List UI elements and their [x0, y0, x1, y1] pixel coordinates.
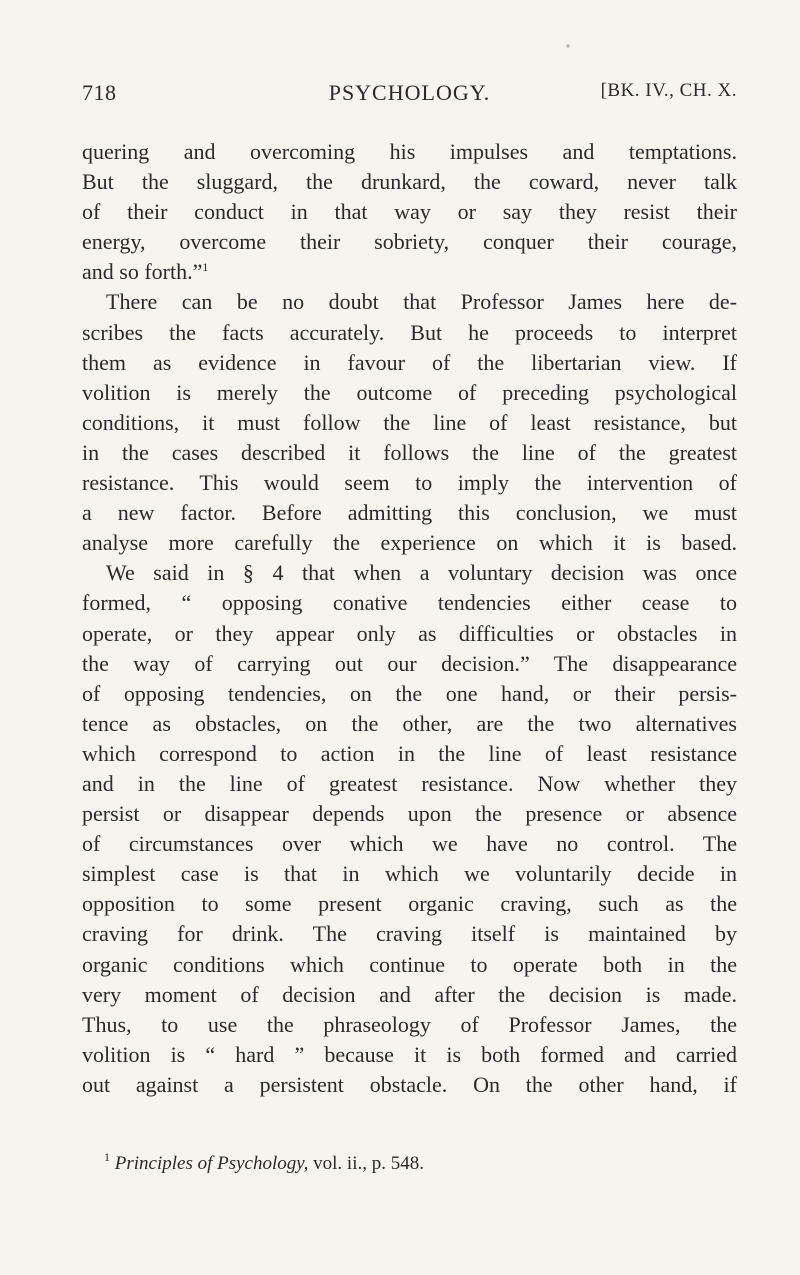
- text-line: [82, 919, 737, 949]
- text-line-content: operate, or they appear only as difficulties or obstacles in: [82, 620, 737, 646]
- text-line-content: very moment of decision and after the decision is made.: [82, 981, 737, 1007]
- text-line: [82, 318, 737, 348]
- text-line-content: a new factor. Before admitting this conclusion, we must: [82, 500, 737, 526]
- text-line: [82, 227, 737, 257]
- text-line-content: resistance. This would seem to imply the intervention of: [82, 470, 737, 496]
- text-line: [82, 257, 737, 287]
- text-line-content: and in the line of greatest resistance. Now whether they: [82, 770, 737, 796]
- text-line: [82, 438, 737, 468]
- text-line: [82, 769, 737, 799]
- text-line-content: volition is “ hard ” because it is both formed and carried: [82, 1041, 737, 1067]
- text-line: [82, 408, 737, 438]
- text-line-content: Thus, to use the phraseology of Professor James, the: [82, 1011, 737, 1037]
- running-header: [82, 80, 737, 110]
- text-line-content: and so forth.”: [82, 259, 203, 285]
- text-line: [82, 498, 737, 528]
- text-line: [82, 619, 737, 649]
- text-line: [82, 558, 737, 588]
- page-number: 718: [82, 80, 117, 105]
- footnote-reference: 1: [202, 260, 209, 275]
- text-line: [82, 378, 737, 408]
- text-line-content: tence as obstacles, on the other, are the two alternatives: [82, 710, 737, 736]
- body-text: [82, 137, 737, 1100]
- text-line: [82, 1010, 737, 1040]
- text-line: [82, 528, 737, 558]
- text-line-content: the way of carrying out our decision.” The disappearance: [82, 650, 737, 676]
- text-line: [82, 829, 737, 859]
- text-line-content: persist or disappear depends upon the presence or absence: [82, 801, 737, 827]
- text-line-content: scribes the facts accurately. But he proceeds to interpret: [82, 319, 737, 345]
- text-line-content: conditions, it must follow the line of least resistance, but: [82, 409, 737, 435]
- text-line: [82, 468, 737, 498]
- text-line-content: of their conduct in that way or say they resist their: [82, 199, 737, 225]
- text-line: [82, 950, 737, 980]
- footnote-marker: 1: [104, 1150, 110, 1164]
- text-line-content: in the cases described it follows the line of the greatest: [82, 439, 737, 465]
- text-line-content: organic conditions which continue to operate both in the: [82, 951, 737, 977]
- text-line: [82, 588, 737, 618]
- section-reference: [BK. IV., CH. X.: [600, 80, 737, 101]
- text-line-content: craving for drink. The craving itself is maintained by: [82, 921, 737, 947]
- text-line-content: them as evidence in favour of the libertarian view. If: [82, 349, 737, 375]
- text-line: [82, 1070, 737, 1100]
- text-line-content: There can be no doubt that Professor James here de-: [106, 289, 737, 315]
- footnote: [82, 1150, 737, 1175]
- text-line: [82, 287, 737, 317]
- text-line-content: energy, overcome their sobriety, conquer their courage,: [82, 229, 737, 255]
- running-title: PSYCHOLOGY.: [328, 80, 491, 105]
- text-line: [82, 739, 737, 769]
- text-line-content: quering and overcoming his impulses and temptations.: [82, 139, 737, 164]
- text-line-content: formed, “ opposing conative tendencies either cease to: [82, 590, 737, 616]
- text-line: [82, 889, 737, 919]
- text-line: [82, 859, 737, 889]
- text-line: [82, 137, 737, 167]
- footnote-title: Principles of Psychology,: [114, 1153, 309, 1174]
- text-line-content: which correspond to action in the line of least resistance: [82, 740, 737, 766]
- text-line-content: simplest case is that in which we voluntarily decide in: [82, 861, 737, 887]
- text-line-content: But the sluggard, the drunkard, the coward, never talk: [82, 169, 737, 195]
- text-line-content: of circumstances over which we have no control. The: [82, 831, 737, 857]
- text-line-content: opposition to some present organic craving, such as the: [82, 891, 737, 917]
- text-line-content: analyse more carefully the experience on which it is based.: [82, 530, 737, 556]
- footnote-citation: vol. ii., p. 548.: [308, 1153, 424, 1174]
- text-line: [82, 799, 737, 829]
- text-line: [82, 980, 737, 1010]
- text-line: [82, 709, 737, 739]
- text-line-content: out against a persistent obstacle. On the other hand, if: [82, 1071, 737, 1097]
- text-line-content: We said in § 4 that when a voluntary decision was once: [106, 560, 737, 586]
- paper-speck: [566, 44, 570, 48]
- text-line-content: of opposing tendencies, on the one hand, or their persis-: [82, 680, 737, 706]
- text-line: [82, 1040, 737, 1070]
- text-line: [82, 197, 737, 227]
- text-line: [82, 649, 737, 679]
- text-line: [82, 167, 737, 197]
- text-line-content: volition is merely the outcome of preceding psychological: [82, 379, 737, 405]
- text-line: [82, 348, 737, 378]
- text-line: [82, 679, 737, 709]
